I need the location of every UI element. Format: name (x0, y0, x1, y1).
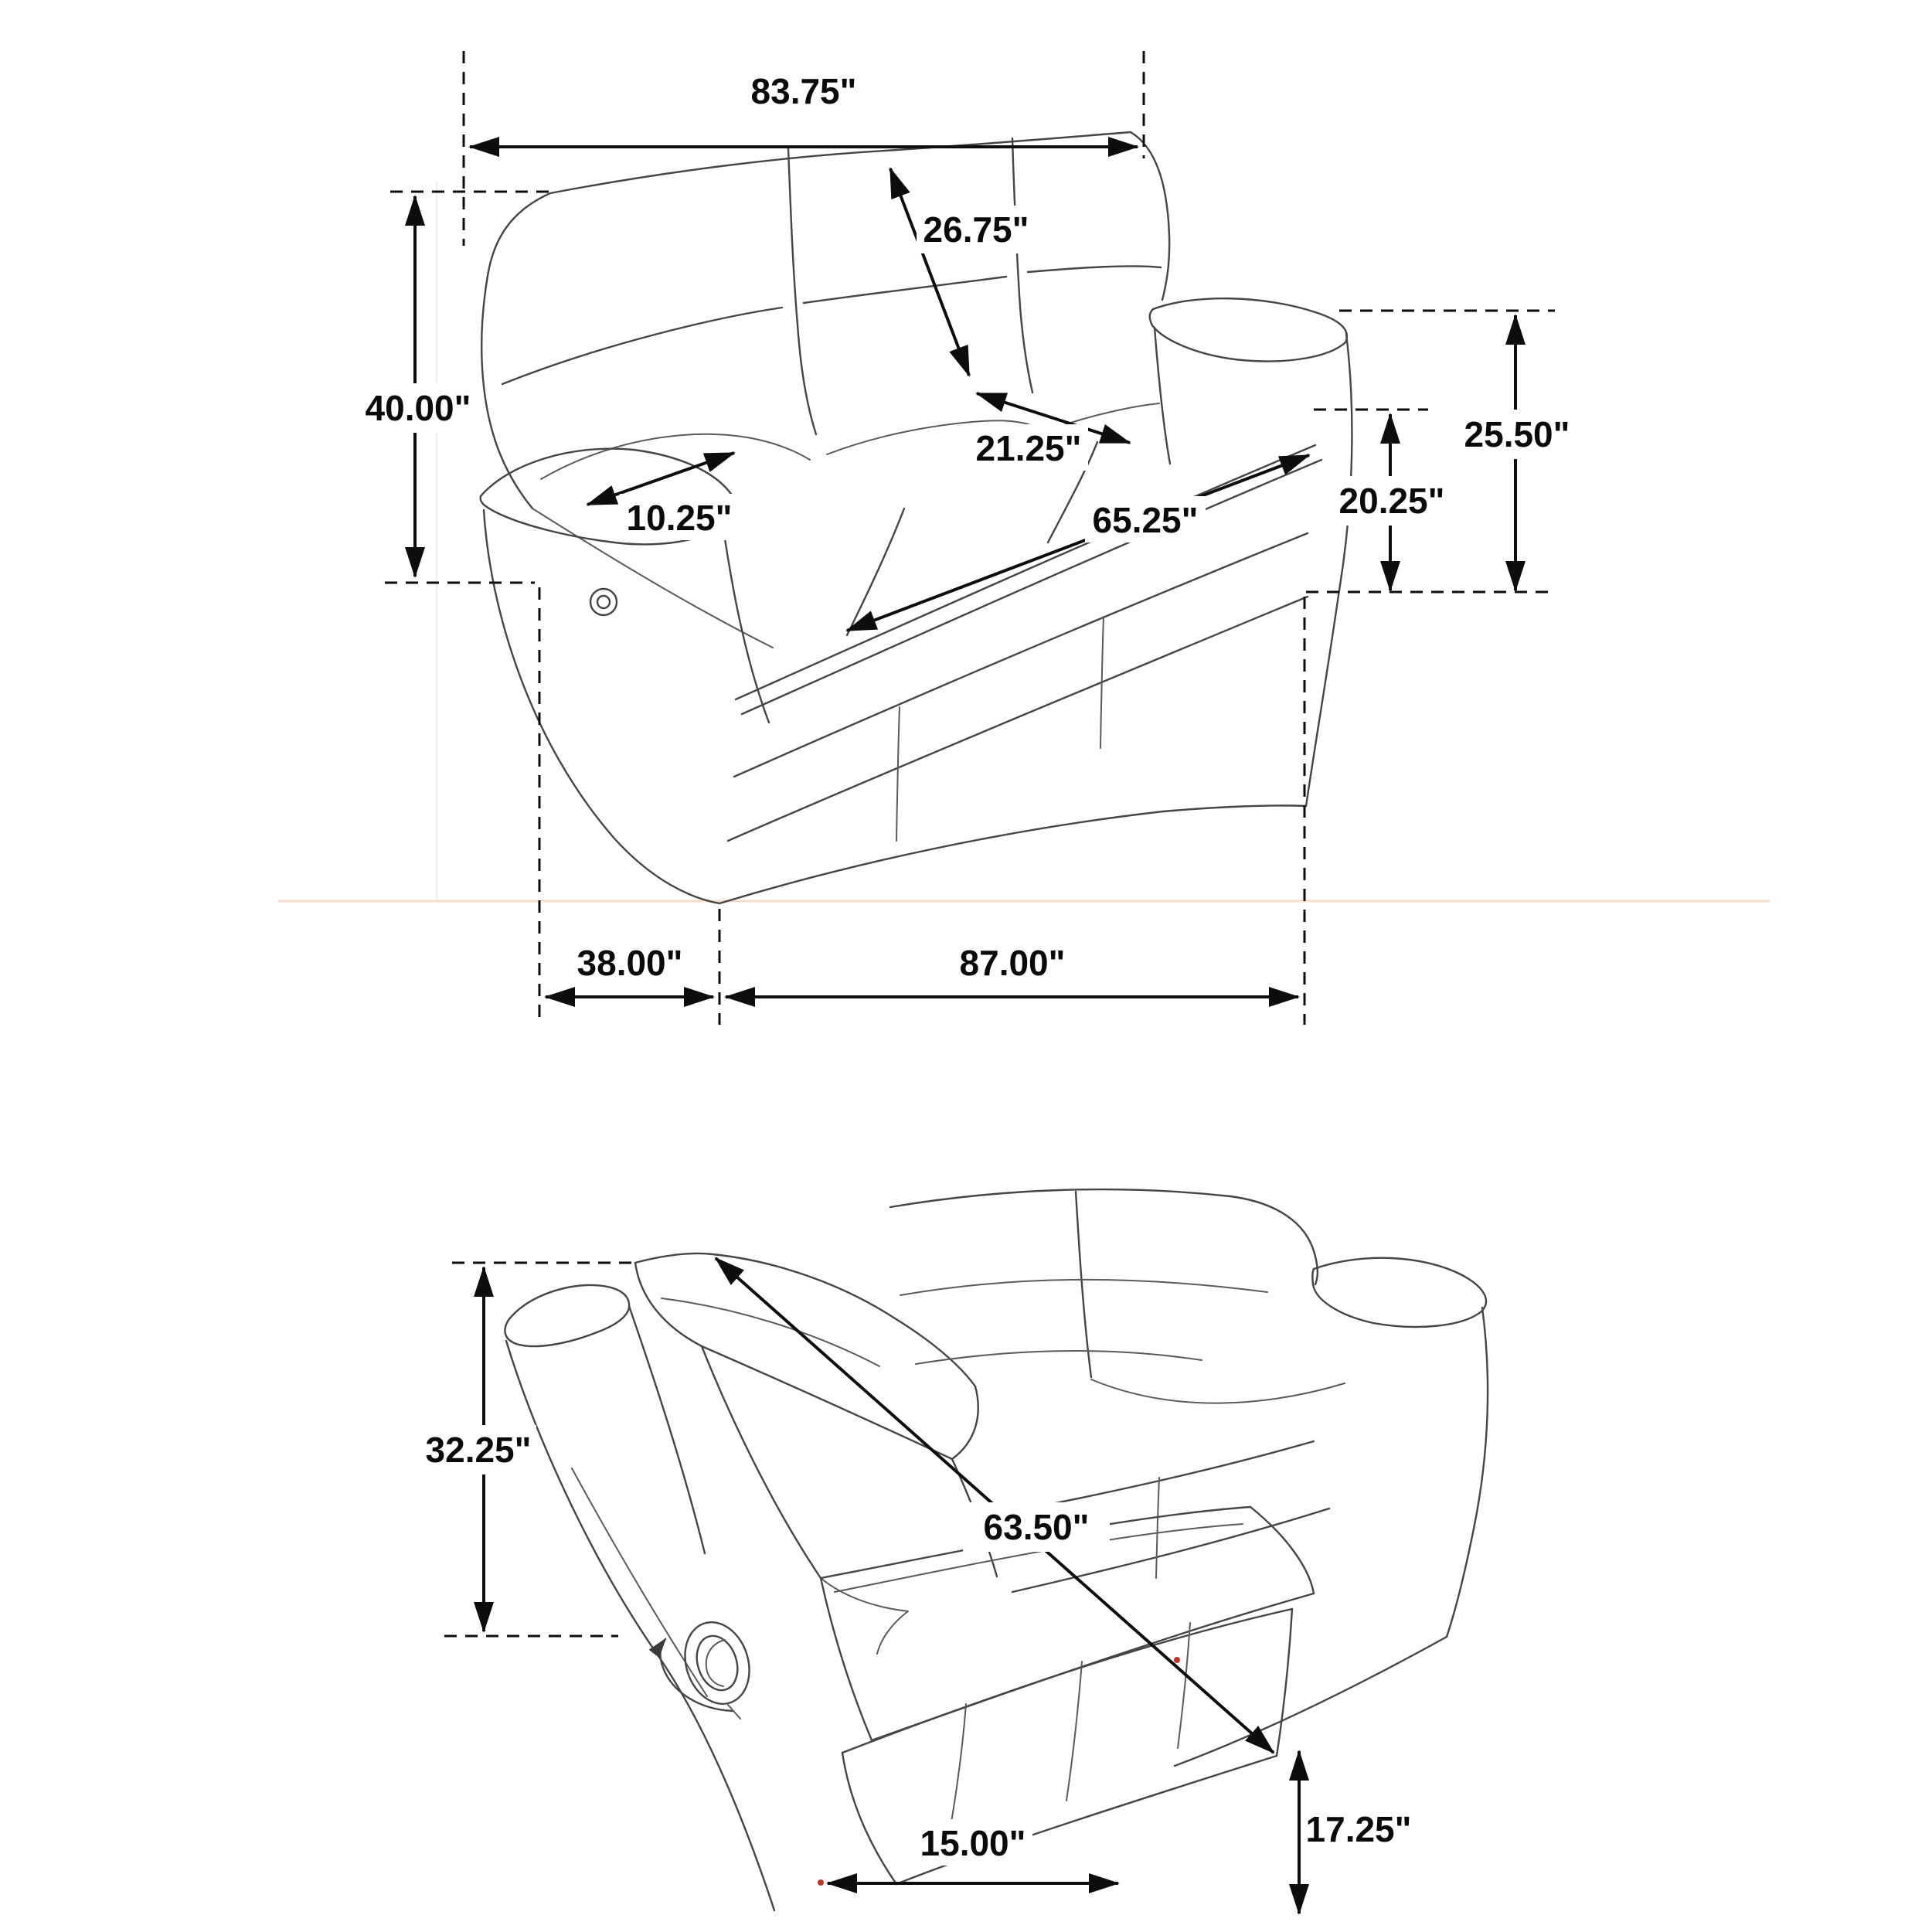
dim-label-footrest-clearance: 15.00" (920, 1823, 1026, 1863)
dim-arm-height (1339, 311, 1578, 590)
dim-seat-width (847, 455, 1309, 631)
sofa-upright-drawing (481, 132, 1352, 903)
power-button-icon (590, 589, 617, 615)
dim-footrest-height (1299, 1751, 1411, 1913)
dim-overall-width (464, 51, 1144, 246)
dim-armrest-width (587, 453, 739, 540)
dim-label-armrest-width: 10.25" (626, 498, 733, 538)
dim-reclined-height (419, 1263, 634, 1636)
dim-label-seat-depth: 21.25" (975, 428, 1082, 468)
recliner-handle-icon (660, 1614, 759, 1719)
dim-overall-height (362, 192, 550, 583)
dimension-arrow (890, 168, 969, 376)
dim-seat-depth (969, 393, 1130, 471)
dim-reclined-length (716, 1258, 1274, 1753)
dim-label-overall-height: 40.00" (365, 388, 471, 428)
dim-label-reclined-height: 32.25" (425, 1430, 532, 1470)
reclined-diagram (419, 1189, 1488, 1913)
upright-diagram (278, 51, 1770, 1025)
artifact-dot (818, 1879, 824, 1886)
dim-label-arm-height: 25.50" (1464, 414, 1570, 454)
dimension-arrow (847, 455, 1309, 631)
dim-label-back-diagonal: 26.75" (923, 209, 1029, 250)
dim-label-depth: 38.00" (577, 943, 683, 983)
dim-label-reclined-length: 63.50" (983, 1507, 1090, 1547)
dim-seat-height (1314, 410, 1453, 590)
dim-label-footrest-height: 17.25" (1305, 1809, 1412, 1849)
dim-label-overall-width: 83.75" (750, 71, 857, 111)
dim-label-seat-height: 20.25" (1338, 481, 1445, 521)
dim-depth-and-length (539, 587, 1555, 1025)
dim-label-length: 87.00" (959, 943, 1066, 983)
dim-footrest-clearance (828, 1819, 1118, 1883)
artifact-dot (1174, 1657, 1180, 1663)
dim-label-seat-width: 65.25" (1092, 500, 1199, 540)
